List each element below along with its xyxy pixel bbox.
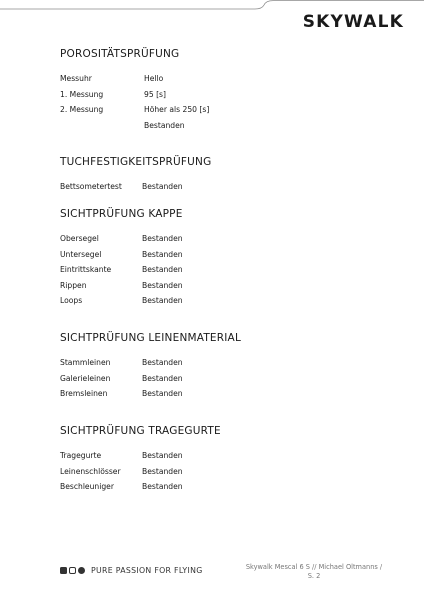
table-row [60, 479, 221, 495]
row-label: Messuhr [60, 74, 92, 84]
row-value: Bestanden [142, 265, 183, 275]
row-label: Loops [60, 296, 83, 306]
page-number: S. 2 [307, 572, 321, 580]
footer-page-info [240, 563, 388, 581]
row-label: Eintrittskante [60, 265, 112, 275]
section-title: SICHTPRÜFUNG KAPPE [60, 208, 183, 220]
table-row [60, 448, 221, 464]
footer-branding [60, 566, 203, 575]
row-label: Rippen [60, 280, 87, 290]
table-row [60, 102, 209, 118]
row-label: 2. Messung [60, 105, 104, 115]
table-row [60, 179, 211, 195]
row-value: Bestanden [142, 249, 183, 259]
table-row [60, 118, 209, 134]
facebook-icon[interactable] [60, 567, 67, 574]
row-value: Höher als 250 [s] [144, 105, 210, 115]
row-value: Bestanden [142, 451, 183, 461]
row-value: Bestanden [142, 466, 183, 476]
table-row [60, 293, 183, 309]
row-label: 1. Messung [60, 89, 104, 99]
table-row [60, 87, 209, 103]
page-info-line: Skywalk Mescal 6 S // Michael Oltmanns / [245, 563, 383, 571]
table-row [60, 231, 183, 247]
table-row [60, 247, 183, 263]
row-value: Bestanden [142, 182, 183, 192]
section-leinenmaterial [60, 332, 241, 402]
row-label: Beschleuniger [60, 482, 114, 492]
row-value: Bestanden [142, 234, 183, 244]
table-row [60, 355, 241, 371]
section-title: POROSITÄTSPRÜFUNG [60, 48, 180, 60]
row-label: Stammleinen [60, 358, 111, 368]
row-label: Galerieleinen [60, 373, 111, 383]
row-label: Untersegel [60, 249, 102, 259]
row-value: Bestanden [142, 482, 183, 492]
section-tuchfestigkeit [60, 156, 211, 195]
row-label: Bettsometertest [60, 182, 122, 192]
social-icons [60, 567, 85, 574]
row-value: Bestanden [142, 373, 183, 383]
section-tragegurte [60, 425, 221, 495]
instagram-icon[interactable] [69, 567, 76, 574]
table-row [60, 464, 221, 480]
row-value: Bestanden [142, 280, 183, 290]
row-value: Hello [144, 74, 164, 84]
youtube-icon[interactable] [78, 567, 85, 574]
row-value: Bestanden [142, 358, 183, 368]
table-row [60, 371, 241, 387]
table-row [60, 71, 209, 87]
section-kappe [60, 208, 183, 309]
table-row [60, 386, 241, 402]
row-label: Bremsleinen [60, 389, 108, 399]
row-value: Bestanden [142, 389, 183, 399]
footer-tagline: PURE PASSION FOR FLYING [91, 566, 203, 575]
row-label: Leinenschlösser [60, 466, 121, 476]
section-title: SICHTPRÜFUNG LEINENMATERIAL [60, 332, 241, 344]
section-porositaet [60, 48, 209, 133]
row-value: Bestanden [144, 120, 185, 130]
table-row [60, 278, 183, 294]
row-value: 95 [s] [144, 89, 166, 99]
table-row [60, 262, 183, 278]
row-label: Tragegurte [60, 451, 102, 461]
section-title: TUCHFESTIGKEITSPRÜFUNG [60, 156, 212, 168]
brand-logo: SKYWALK [302, 12, 404, 32]
row-label: Obersegel [60, 234, 99, 244]
row-value: Bestanden [142, 296, 183, 306]
section-title: SICHTPRÜFUNG TRAGEGURTE [60, 425, 221, 437]
